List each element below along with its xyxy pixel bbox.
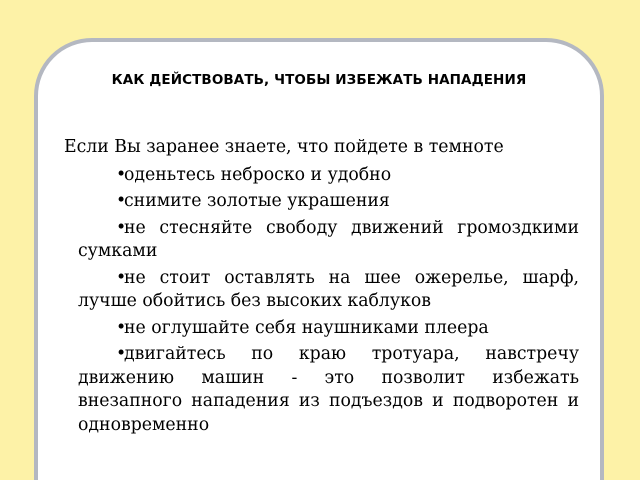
page-title: [38, 71, 600, 90]
list-item: [78, 317, 579, 341]
list-item-text: двигайтесь по краю тротуара, навстречу движению машин - это позволит избежать внезапного нападения из подъездов и подворотен и одновременно: [78, 344, 579, 435]
bullet-icon: •: [116, 267, 127, 288]
bullet-icon: •: [116, 217, 127, 238]
bullet-list: [64, 164, 579, 438]
bullet-icon: •: [116, 344, 127, 364]
list-item-text: не оглушайте себя наушниками плеера: [124, 317, 489, 338]
intro-text: Если Вы заранее знаете, что пойдете в темноте: [64, 137, 504, 157]
content-card: [34, 38, 604, 480]
list-item: [78, 267, 579, 314]
list-item-text: не стесняйте свободу движений громоздкими сумками: [78, 217, 579, 261]
content-body: [64, 136, 579, 440]
list-item-text: оденьтесь неброско и удобно: [124, 164, 392, 185]
list-item-text: снимите золотые украшения: [124, 191, 390, 211]
bullet-icon: •: [116, 317, 127, 338]
list-item: [78, 190, 579, 214]
list-item-text: не стоит оставлять на шее ожерелье, шарф, лучше обойтись без высоких каблуков: [78, 267, 579, 311]
list-item: [78, 343, 579, 437]
list-item: [78, 217, 579, 264]
list-item: [78, 164, 579, 188]
title-text: КАК ДЕЙСТВОВАТЬ, ЧТОБЫ ИЗБЕЖАТЬ НАПАДЕНИЯ: [111, 72, 527, 88]
bullet-icon: •: [116, 164, 127, 185]
bullet-icon: •: [116, 191, 127, 211]
